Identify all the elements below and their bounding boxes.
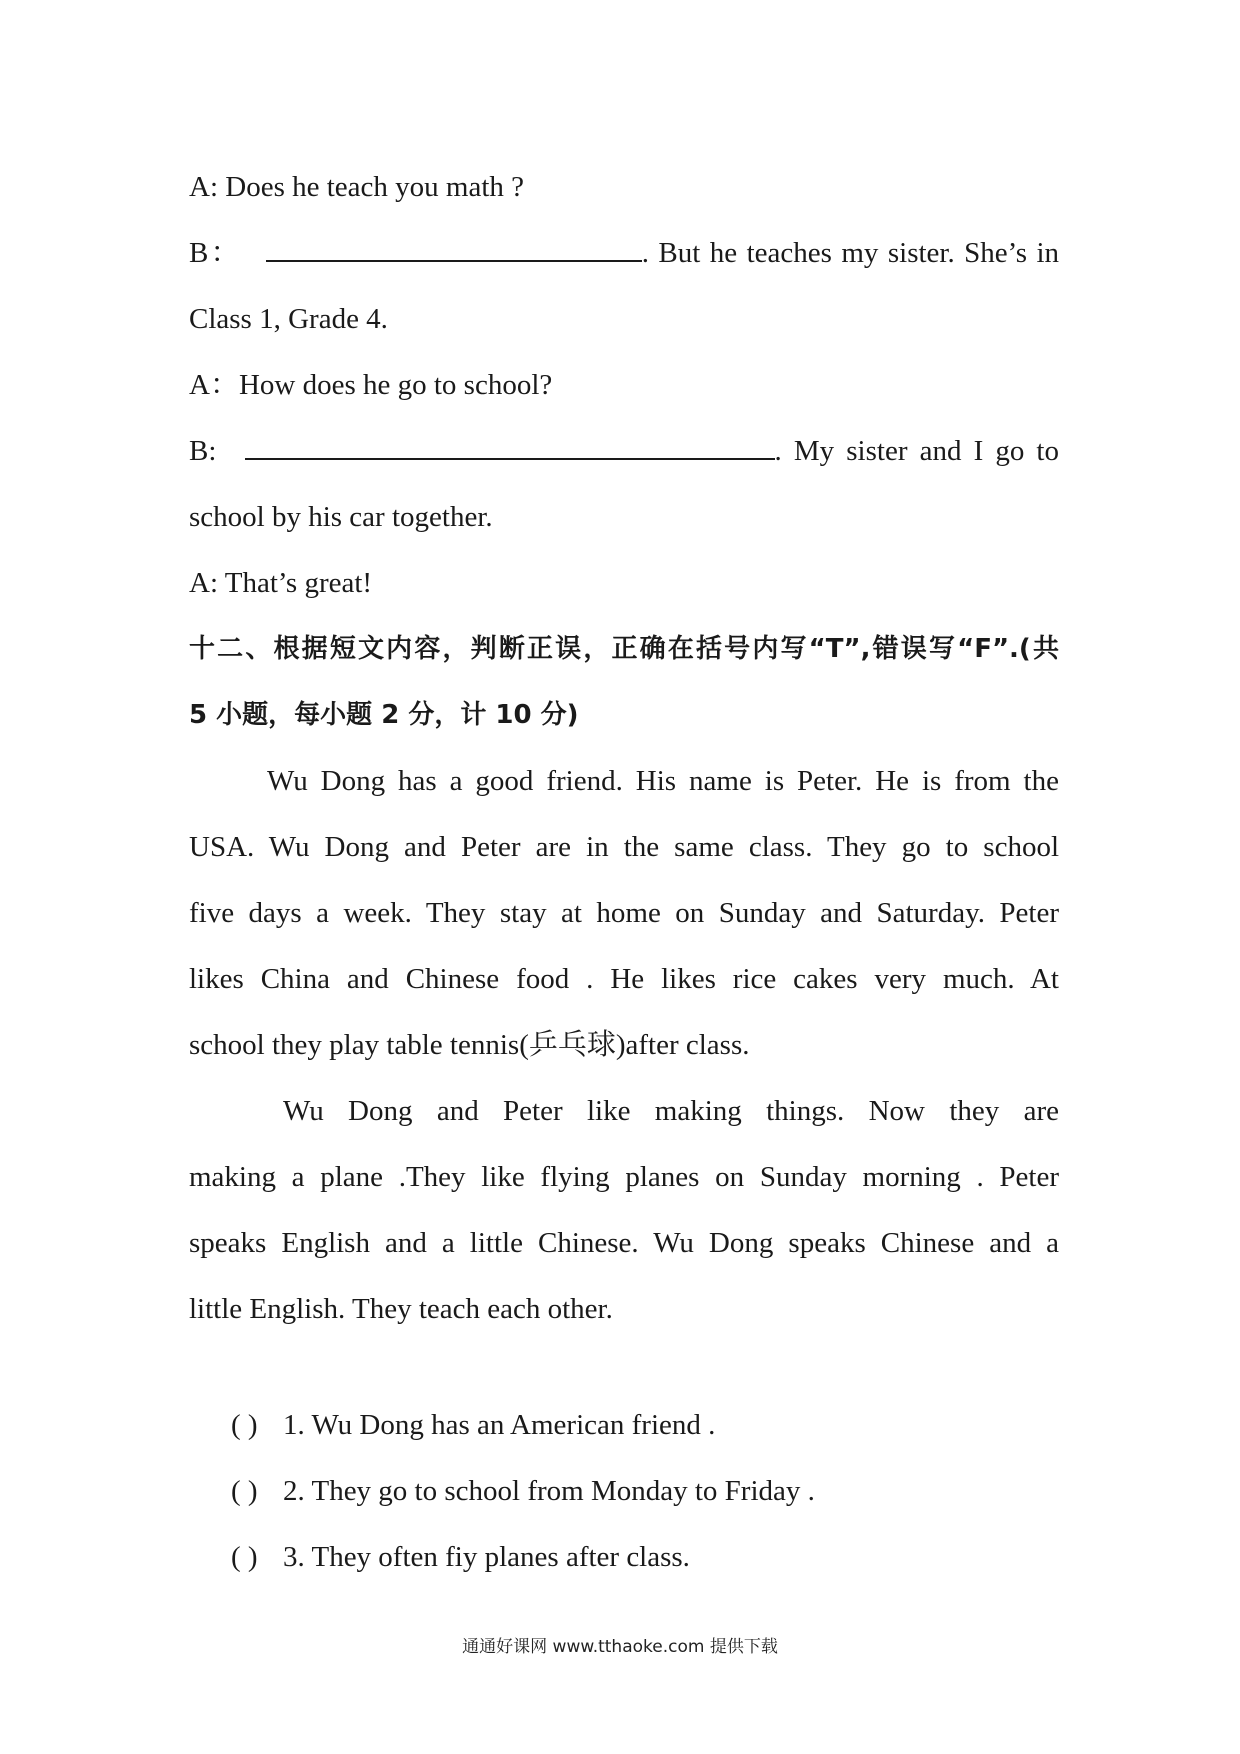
dialogue-line-6 (189, 484, 1059, 550)
dialogue-text: . But he teaches my sister. She’s in (641, 237, 1060, 269)
dialogue-text: Does he teach you math ? (225, 171, 525, 203)
dialogue-text: school by his car together. (189, 501, 493, 533)
dialogue-text: . My sister and I go to (774, 435, 1059, 467)
dialogue-line-4 (189, 352, 1059, 418)
question-text: 1. Wu Dong has an American friend . (283, 1409, 716, 1441)
answer-paren[interactable]: ( ) (231, 1475, 258, 1507)
question-item-1 (189, 1392, 1059, 1458)
dialogue-line-1 (189, 154, 1059, 220)
question-text: 2. They go to school from Monday to Friday . (283, 1475, 815, 1507)
speaker-label: A： (189, 369, 239, 401)
question-item-3 (189, 1524, 1059, 1590)
dialogue-text: That’s great! (224, 567, 373, 599)
speaker-label: A: (189, 171, 226, 203)
passage-para2-line: making a plane .They like flying planes on Sunday morning . Peter (189, 1161, 1059, 1193)
dialogue-text: How does he go to school? (238, 369, 553, 401)
section-heading-line-1: 十二、根据短文内容，判断正误，正确在括号内写“T”,错误写“F”.(共 (189, 634, 1059, 664)
passage-para2-line: speaks English and a little Chinese. Wu Dong speaks Chinese and a (189, 1227, 1059, 1259)
section-heading-line-2: 5 小题，每小题 2 分，计 10 分) (189, 700, 579, 730)
speaker-label: B: (189, 435, 229, 467)
passage-para1-line: likes China and Chinese food . He likes rice cakes very much. At (189, 963, 1059, 995)
answer-paren[interactable]: ( ) (231, 1541, 258, 1573)
speaker-label: A: (189, 567, 225, 599)
passage-para2-line: Wu Dong and Peter like making things. Now they are (283, 1095, 1059, 1127)
question-item-2 (189, 1458, 1059, 1524)
passage-para1-line: USA. Wu Dong and Peter are in the same class. They go to school (189, 831, 1059, 863)
dialogue-line-5 (189, 418, 1059, 484)
passage-para1-line: Wu Dong has a good friend. His name is Peter. He is from the (267, 765, 1059, 797)
answer-blank-1[interactable] (266, 236, 642, 262)
answer-blank-2[interactable] (245, 434, 775, 460)
page-footer: 通通好课网 www.tthaoke.com 提供下载 (462, 1637, 778, 1657)
passage-para1-line: school they play table tennis(乒乓球)after class. (189, 1029, 750, 1061)
passage-para1-line: five days a week. They stay at home on Sunday and Saturday. Peter (189, 897, 1059, 929)
dialogue-text: Class 1, Grade 4. (189, 303, 388, 335)
speaker-label: B： (189, 237, 242, 269)
answer-paren[interactable]: ( ) (231, 1409, 258, 1441)
dialogue-line-2 (189, 220, 1059, 286)
spacer (189, 1342, 1059, 1392)
passage-para2-line: little English. They teach each other. (189, 1293, 613, 1325)
dialogue-line-3 (189, 286, 1059, 352)
worksheet-content (189, 154, 1059, 1590)
question-text: 3. They often fiy planes after class. (283, 1541, 690, 1573)
dialogue-line-7 (189, 550, 1059, 616)
